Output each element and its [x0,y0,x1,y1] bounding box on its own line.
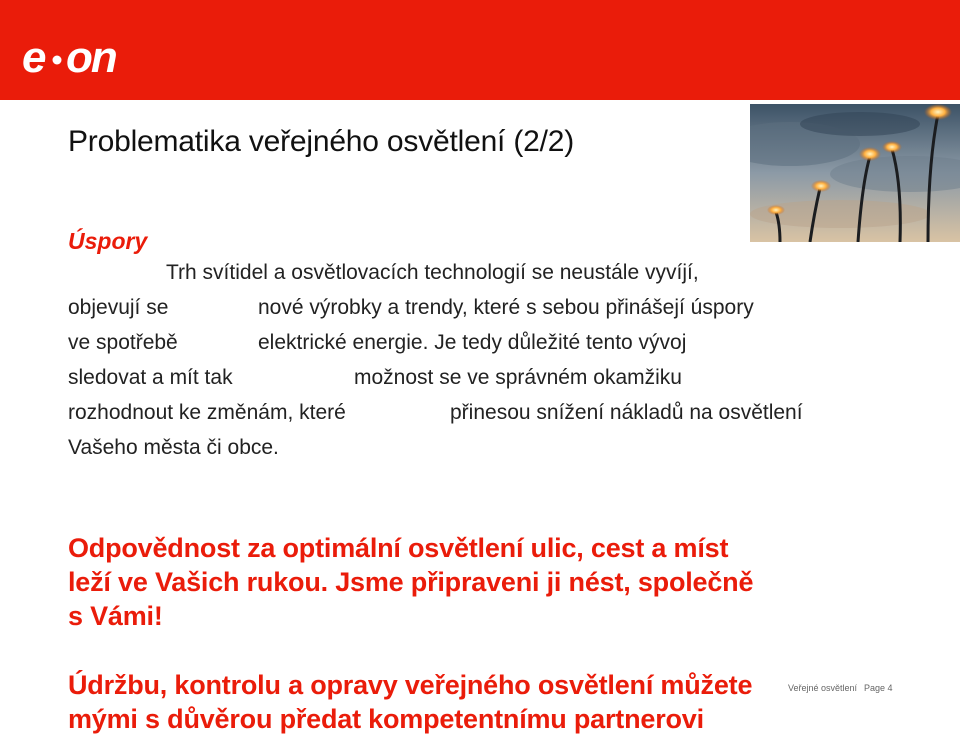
highlight-line: Odpovědnost za optimální osvětlení ulic, cest a míst [68,533,729,563]
paragraph-line: nové výrobky a trendy, které s sebou přinášejí úspory [258,296,754,319]
brand-header [0,0,960,100]
section-heading: Úspory [68,228,148,254]
highlight-line: mými s důvěrou předat kompetentnímu partnerovi [68,704,704,734]
paragraph-line: Vašeho města či obce. [68,436,279,459]
paragraph-line: sledovat a mít tak [68,366,233,389]
paragraph-line: objevují se [68,296,169,319]
highlight-line: leží ve Vašich rukou. Jsme připraveni ji nést, společně [68,567,754,597]
street-lamps-photo [750,104,960,242]
highlight-line: s Vámi! [68,601,163,631]
paragraph-line: přinesou snížení nákladů na osvětlení [450,401,803,424]
paragraph-line: elektrické energie. Je tedy důležité tento vývoj [258,331,687,354]
paragraph-line: možnost se ve správném okamžiku [354,366,682,389]
highlight-line: Údržbu, kontrolu a opravy veřejného osvětlení můžete [68,670,753,700]
slide-title: Problematika veřejného osvětlení (2/2) [68,125,575,158]
page-number: Page 4 [864,683,893,693]
svg-text:on: on [66,33,116,82]
paragraph-line: rozhodnout ke změnám, které [68,401,346,424]
eon-logo [22,30,154,82]
footer-note: Veřejné osvětlení [788,683,858,693]
svg-text:e: e [22,33,45,82]
paragraph-line: ve spotřebě [68,331,178,354]
paragraph-line: Trh svítidel a osvětlovacích technologií se neustále vyvíjí, [166,261,699,284]
